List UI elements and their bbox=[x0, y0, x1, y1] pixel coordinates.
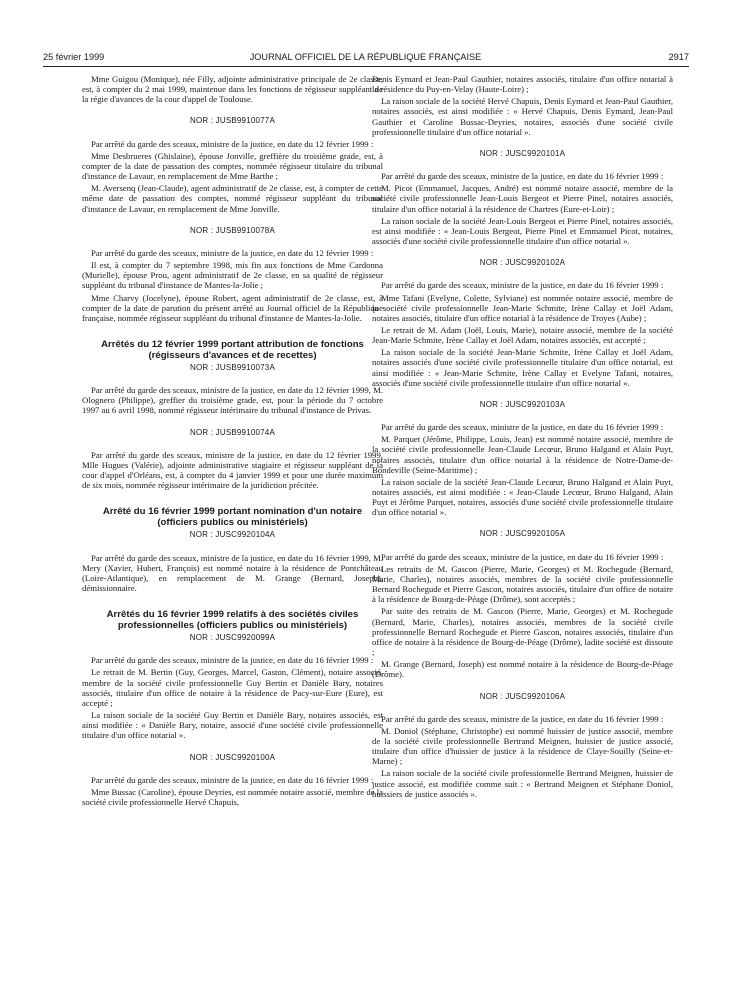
paragraph: Mme Desbrueres (Ghislaine), épouse Jonville, greffière du troisième grade, est, à compter de la date de passation des comptes, nommée régisseur titulaire du tribunal d'instance de Lavaur, en remplacement de Mme Barthe ; bbox=[82, 150, 383, 182]
paragraph: Par arrêté du garde des sceaux, ministre de la justice, en date du 16 février 1999 : bbox=[91, 774, 374, 785]
paragraph: Denis Eymard et Jean-Paul Gauthier, notaires associés, titulaire d'un office notarial à la résidence du Puy-en-Velay (Haute-Loire) ; bbox=[372, 74, 673, 95]
paragraph: M. Aversenq (Jean-Claude), agent administratif de 2e classe, est, à compter de cette même date de passation des comptes, nommé régisseur suppléant du tribunal d'instance de Lavaur, en remplacement de Mme Jonville. bbox=[82, 183, 383, 214]
paragraph: Par arrêté du garde des sceaux, ministre de la justice, en date du 12 février 1999, Mlle Hugues (Valérie), adjointe administrative stagiaire et régisseur suppléant de la cour d'appel d'Orléans, est, à compter du 4 janvier 1999 et pour une durée maximum de six mois, nommée régisseur intérimaire de la juridiction précitée. bbox=[82, 449, 383, 491]
section-heading: Arrêtés du 12 février 1999 portant attribution de fonctions (régisseurs d'avances et de recettes) bbox=[101, 338, 364, 361]
paragraph: Par arrêté du garde des sceaux, ministre de la justice, en date du 16 février 1999 : bbox=[381, 713, 664, 724]
paragraph: Par arrêté du garde des sceaux, ministre de la justice, en date du 16 février 1999 : bbox=[381, 422, 664, 433]
section-heading: Arrêté du 16 février 1999 portant nomination d'un notaire (officiers publics ou ministériels) bbox=[102, 506, 363, 529]
paragraph: Par arrêté du garde des sceaux, ministre de la justice, en date du 16 février 1999 : bbox=[381, 171, 664, 182]
paragraph: Par arrêté du garde des sceaux, ministre de la justice, en date du 12 février 1999 : bbox=[91, 138, 374, 149]
paragraph: La raison sociale de la société Jean-Claude Lecœur, Bruno Halgand et Alain Puyt, notaires associés, est ainsi modifiée : « Jean-Claude Lecœur, Bruno Halgand, Alain Puyt et Jérôme Parquet, notaires, associés d'une société civile professionnelle titulaire d'un office notarial ». bbox=[372, 476, 673, 518]
paragraph: M. Picot (Emmanuel, Jacques, André) est nommé notaire associé, membre de la société civile professionnelle Jean-Louis Bergeot et Pierre Pinel, notaires associés, titulaire d'un office notarial à la résidence de Chartres (Eure-et-Loir) ; bbox=[372, 183, 673, 214]
nor-reference: NOR : JUSC9920101A bbox=[479, 148, 566, 158]
paragraph: Mme Charvy (Jocelyne), épouse Robert, agent administratif de 2e classe, est, à compter de la date de parution du présent arrêté au Journal officiel de la République française, nommée régisseur suppléant du tribunal d'instance de Mantes-la-Jolie. bbox=[82, 292, 383, 323]
nor-reference: NOR : JUSC9920099A bbox=[189, 633, 276, 643]
paragraph: Par arrêté du garde des sceaux, ministre de la justice, en date du 16 février 1999 : bbox=[91, 655, 374, 666]
header-title: JOURNAL OFFICIEL DE LA RÉPUBLIQUE FRANÇAISE bbox=[249, 52, 482, 62]
paragraph: La raison sociale de la société Hervé Chapuis, Denis Eymard et Jean-Paul Gauthier, notaires associés, est ainsi modifiée : « Hervé Chapuis, Denis Eymard, Jean-Paul Gauthier et Caroline Bussac-Deyries, notaires, associés d'une société civile professionnelle titulaire d'un office notarial ». bbox=[372, 96, 673, 137]
nor-reference: NOR : JUSC9920103A bbox=[479, 399, 566, 409]
paragraph: Les retraits de M. Gascon (Pierre, Marie, Georges) et M. Rochegude (Bernard, Marie, Charles), notaires associés, membres de la société civile professionnelle Bernard Rochegude et Pierre Gascon, notaires associés, titulaire d'un office de notaire à la résidence de Bourg-de-Péage (Drôme), sont acceptés ; bbox=[372, 563, 673, 605]
paragraph: Par arrêté du garde des sceaux, ministre de la justice, en date du 12 février 1999, M. Olognero (Philippe), greffier du troisième grade, est, pour la période du 7 octobre 1997 au 6 avril 1998, nommé régisseur intérimaire du tribunal d'instance de Privas. bbox=[82, 385, 383, 416]
paragraph: Le retrait de M. Bertin (Guy, Georges, Marcel, Gaston, Clément), notaire associé, membre de la société civile professionnelle Guy Bertin et Danièle Bary, notaires associés, titulaire d'un office de notaire à la résidence de Pacy-sur-Eure (Eure), est accepté ; bbox=[82, 667, 383, 708]
paragraph: La raison sociale de la société Jean-Louis Bergeot et Pierre Pinel, notaires associés, est ainsi modifiée : « Jean-Louis Bergeot, Pierre Pinel et Emmanuel Picot, notaires, associés d'une société civile professionnelle titulaire d'un office notarial ». bbox=[372, 215, 673, 247]
paragraph: La raison sociale de la société civile professionnelle Bertrand Meignen, huissier de justice associé, est modifiée comme suit : « Bertrand Meignen et Stéphane Doniol, huissiers de justice associés ». bbox=[372, 768, 673, 799]
nor-reference: NOR : JUSB9910073A bbox=[190, 362, 275, 372]
paragraph: La raison sociale de la société Jean-Marie Schmite, Irène Callay et Joël Adam, notaires associés d'une société civile professionnelle titulaire d'un office notarial, est ainsi modifiée : « Jean-Marie Schmite, Irène Callay et Evelyne Tafani, notaires, associés d'une société civile professionnelle titulaire d'un office notarial ». bbox=[372, 347, 673, 388]
paragraph: Mme Tafani (Evelyne, Colette, Sylviane) est nommée notaire associé, membre de la société civile professionnelle Jean-Marie Schmite, Irène Callay et Joël Adam, notaires associés, titulaire d'un office notarial à la résidence de Troyes (Aube) ; bbox=[372, 292, 673, 323]
header-date: 25 février 1999 bbox=[43, 52, 105, 62]
paragraph: La raison sociale de la société Guy Bertin et Danièle Bary, notaires associés, est ainsi modifiée : « Danièle Bary, notaire, associé d'une société civile professionnelle titulaire d'un office notarial ». bbox=[82, 710, 383, 741]
paragraph: Par arrêté du garde des sceaux, ministre de la justice, en date du 16 février 1999, M. Mery (Xavier, Hubert, François) est nommé notaire à la résidence de Pontchâteau (Loire-Atlantique), en remplacement de M. Grange (Bernard, Joseph), démissionnaire. bbox=[82, 552, 383, 593]
nor-reference: NOR : JUSC9920102A bbox=[479, 258, 566, 268]
paragraph: Le retrait de M. Adam (Joël, Louis, Marie), notaire associé, membre de la société Jean-Marie Schmite, Irène Callay et Joël Adam, notaires associés, est accepté ; bbox=[372, 324, 673, 346]
header-page-number: 2917 bbox=[668, 52, 689, 62]
nor-reference: NOR : JUSB9910074A bbox=[190, 427, 275, 437]
paragraph: M. Grange (Bernard, Joseph) est nommé notaire à la résidence de Bourg-de-Péage (Drôme). bbox=[372, 659, 673, 680]
page-header bbox=[0, 52, 731, 66]
paragraph: M. Doniol (Stéphane, Christophe) est nommé huissier de justice associé, membre de la société civile professionnelle Bertrand Meignen, huissier de justice associé, titulaire d'un office d'huissier de justice à la résidence de Claye-Souilly (Seine-et-Marne) ; bbox=[372, 725, 673, 767]
nor-reference: NOR : JUSC9920104A bbox=[189, 530, 276, 540]
section-heading: Arrêtés du 16 février 1999 relatifs à des sociétés civiles professionnelles (officiers publics ou ministériels) bbox=[106, 609, 359, 632]
paragraph: M. Parquet (Jérôme, Philippe, Louis, Jean) est nommé notaire associé, membre de la société civile professionnelle Jean-Claude Lecœur, Bruno Halgand et Alain Puyt, notaires associés, titulaire d'un office notarial à la résidence de Notre-Dame-de-Bondeville (Seine-Maritime) ; bbox=[372, 434, 673, 475]
paragraph: Par arrêté du garde des sceaux, ministre de la justice, en date du 16 février 1999 : bbox=[381, 551, 664, 562]
nor-reference: NOR : JUSC9920105A bbox=[479, 529, 566, 539]
paragraph: Par arrêté du garde des sceaux, ministre de la justice, en date du 16 février 1999 : bbox=[381, 280, 664, 291]
nor-reference: NOR : JUSB9910077A bbox=[190, 116, 275, 126]
nor-reference: NOR : JUSC9920100A bbox=[189, 752, 276, 762]
nor-reference: NOR : JUSB9910078A bbox=[190, 225, 275, 235]
paragraph: Par arrêté du garde des sceaux, ministre de la justice, en date du 12 février 1999 : bbox=[91, 247, 374, 258]
left-column bbox=[82, 74, 383, 809]
paragraph: Il est, à compter du 7 septembre 1998, mis fin aux fonctions de Mme Cardonna (Murielle), épouse Prou, agent administratif de 2e classe, en sa qualité de régisseur suppléant du tribunal d'instance de Mantes-la-Jolie ; bbox=[82, 260, 383, 291]
paragraph: Par suite des retraits de M. Gascon (Pierre, Marie, Georges) et M. Rochegude (Bernard, Marie, Charles), notaires associés, membres de la société civile professionnelle Bernard Rochegude et Pierre Gascon, notaires associés, titulaire d'un office de notaire à la résidence de Bourg-de-Péage (Drôme), ladite société est dissoute ; bbox=[372, 606, 673, 658]
paragraph: Mme Guigou (Monique), née Filly, adjointe administrative principale de 2e classe, est, à compter du 2 mai 1999, maintenue dans les fonctions de régisseur suppléant de la régie d'avances de la cour d'appel de Toulouse. bbox=[82, 74, 383, 105]
right-column bbox=[372, 74, 673, 801]
nor-reference: NOR : JUSC9920106A bbox=[479, 691, 566, 701]
paragraph: Mme Bussac (Caroline), épouse Deyries, est nommée notaire associé, membre de la société civile professionnelle Hervé Chapuis, bbox=[82, 786, 383, 808]
header-rule bbox=[43, 66, 689, 67]
